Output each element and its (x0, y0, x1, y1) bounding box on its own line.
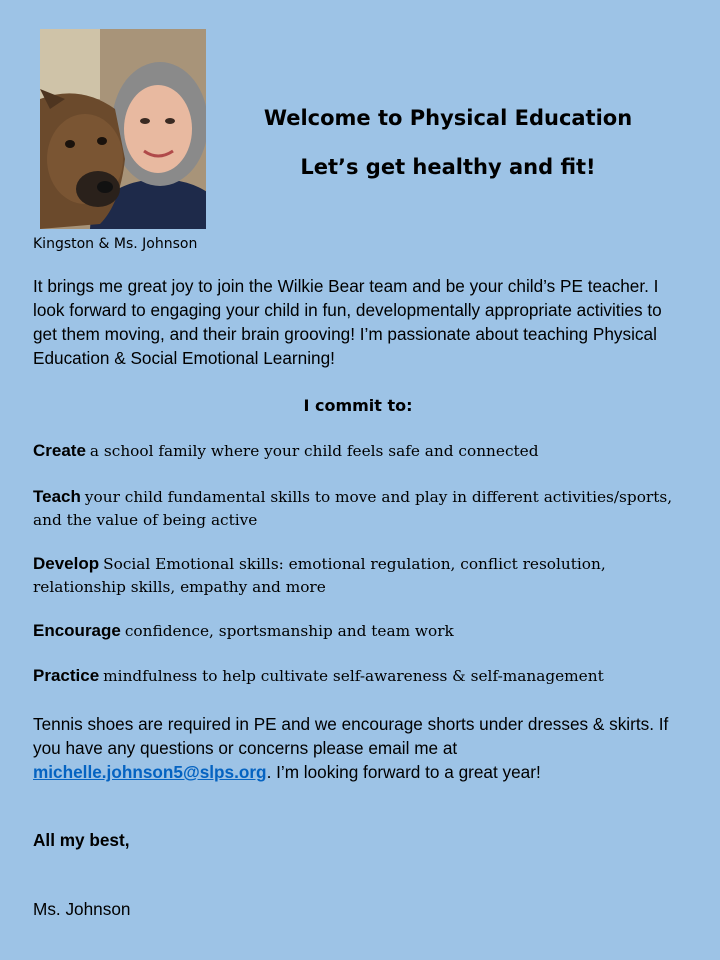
commitment-text: mindfulness to help cultivate self-awareness & self-management (103, 667, 604, 685)
page-subtitle: Let’s get healthy and fit! (300, 155, 596, 179)
closing-text-after: . I’m looking forward to a great year! (266, 762, 541, 782)
commitment-keyword: Develop (33, 554, 100, 573)
signature: Ms. Johnson (33, 899, 131, 919)
intro-paragraph: It brings me great joy to join the Wilkie Bear team and be your child’s PE teacher. I look forward to engaging your child in fun, developmentally appropriate activities to get them moving, and their brain grooving! I’m passionate about teaching Physical Education & Social Emotional Learning! (33, 276, 662, 368)
signoff: All my best, (33, 830, 130, 850)
photo-caption: Kingston & Ms. Johnson (33, 236, 198, 252)
commitment-item (33, 486, 693, 532)
email-link[interactable]: michelle.johnson5@slps.org (33, 762, 267, 782)
commitment-text: Social Emotional skills: emotional regulation, conflict resolution, relationship skills, empathy and more (33, 555, 606, 596)
teacher-and-dog-illustration (40, 29, 206, 229)
commitment-text: a school family where your child feels safe and connected (89, 442, 539, 460)
page-title: Welcome to Physical Education (263, 106, 633, 130)
commitment-text: confidence, sportsmanship and team work (124, 622, 454, 640)
commitment-item (33, 553, 693, 599)
commitment-keyword: Encourage (33, 621, 121, 640)
commitment-keyword: Practice (33, 666, 100, 685)
commitment-keyword: Create (33, 441, 86, 460)
commitment-keyword: Teach (33, 487, 81, 506)
commitment-text: your child fundamental skills to move and play in different activities/sports, and the value of being active (33, 488, 673, 529)
commitment-item (33, 620, 693, 643)
commit-heading: I commit to: (303, 396, 413, 415)
closing-text-before: Tennis shoes are required in PE and we encourage shorts under dresses & skirts. If you have any questions or concerns please email me at (33, 714, 669, 758)
teacher-photo (40, 29, 206, 229)
closing-paragraph (33, 712, 683, 784)
commitment-item (33, 440, 693, 463)
commitment-item (33, 665, 693, 688)
